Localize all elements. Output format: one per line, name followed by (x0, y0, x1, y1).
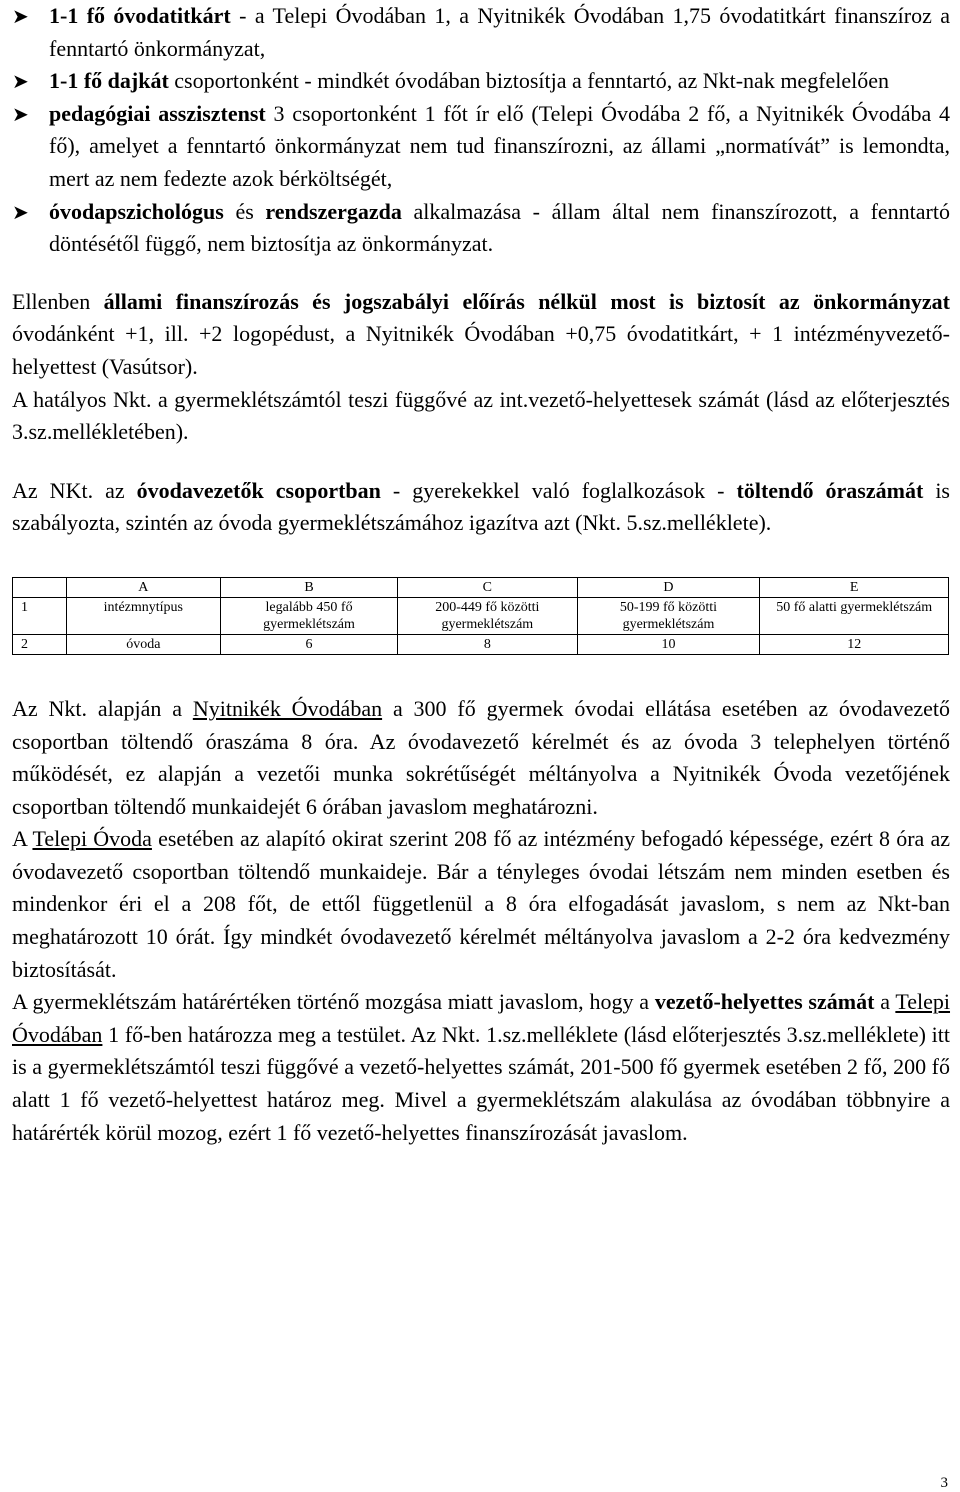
table-row (13, 597, 949, 634)
arrow-bullet-icon: ➤ (12, 4, 29, 28)
list-item (0, 98, 950, 196)
paragraph-alapjan (12, 693, 950, 823)
bullet-text: csoportonként - mindkét óvodában biztosítja a fenntartó, az Nkt-nak megfelelően (168, 68, 890, 94)
list-item (0, 65, 950, 98)
table-cell: 6 (220, 634, 397, 654)
table-cell: legalább 450 fő gyermeklétszám (220, 597, 397, 634)
paragraph-nkt (12, 475, 950, 540)
paragraph-text: Ellenben (12, 288, 104, 314)
paragraph-bold: vezető-helyettes számát (654, 989, 875, 1015)
paragraph-underlined: Telepi Óvodában (12, 989, 951, 1047)
paragraph-bold: óvodavezetők csoportban (136, 477, 381, 503)
table-cell: 10 (577, 634, 760, 654)
bullet-text: és (223, 198, 266, 224)
table-cell: 200-449 fő közötti gyermeklétszám (398, 597, 577, 634)
bullet-text: alkalmazása - állam által nem finanszírozott, a fenntartó döntésétől függő, nem biztosítja az önkormányzat. (49, 198, 950, 257)
list-item (0, 196, 950, 261)
paragraph-text: 1 fő-ben határozza meg a testület. Az Nkt. 1.sz.melléklete (lásd előterjesztés 3.sz.melléklete) itt is a gyermeklétszámtól teszi függővé a vezető-helyettes számát, 201-500 fő gyermek esetében 2 fő, 200 fő alatt 1 fő vezető-helyettest határoz meg. Mivel a gyermeklétszám alakulása az óvodában többnyire a határérték körül mozog, ezért 1 fő vezető-helyettes finanszírozását javaslom. (12, 1021, 950, 1145)
table-cell: D (577, 577, 760, 597)
paragraph-text: is szabályozta, szintén az óvoda gyermeklétszámához igazítva azt (Nkt. 5.sz.melléklete). (12, 477, 950, 536)
bullet-bold: 1-1 fő dajkát (49, 68, 169, 94)
page-number: 3 (940, 1475, 948, 1491)
table-cell: 1 (13, 597, 67, 634)
paragraph-text: A gyermeklétszám határértéken történő mozgása miatt javaslom, hogy a (12, 989, 655, 1015)
paragraph-ellenben (12, 286, 950, 384)
paragraph-text: a 300 fő gyermek óvodai ellátása esetében az óvodavezető csoportban töltendő óraszáma 8 óra. Az óvodavezető kérelmét és az óvoda 3 telephelyen történő működését, ez alapján a vezetői munka sokrétűségét méltányolva a Nyitnikék Óvoda vezetőjének csoportban töltendő munkaidejét 6 órában javaslom meghatározni. (12, 695, 951, 819)
bullet-bold: 1-1 fő óvodatitkárt (49, 3, 231, 28)
bullet-list (0, 0, 950, 261)
paragraph-hatalyos: A hatályos Nkt. a gyermeklétszámtól teszi függővé az int.vezető-helyettesek számát (lásd az előterjesztés 3.sz.mellékletében). (12, 386, 950, 445)
table-cell: B (220, 577, 397, 597)
paragraph-text: A (12, 826, 33, 852)
arrow-bullet-icon: ➤ (12, 69, 29, 94)
table-row (13, 634, 949, 654)
paragraph-underlined: Nyitnikék Óvodában (192, 695, 383, 721)
table-cell: A (66, 577, 220, 597)
paragraph-underlined: Telepi Óvoda (32, 826, 152, 852)
paragraph-bold: töltendő óraszámát (736, 477, 924, 503)
nkt-table (12, 577, 949, 655)
table-cell: intézmnytípus (66, 597, 220, 634)
table-cell: 50-199 fő közötti gyermeklétszám (577, 597, 760, 634)
table-cell: C (398, 577, 577, 597)
table-header-row (13, 577, 949, 597)
paragraph-bold: állami finanszírozás és jogszabályi előírás nélkül most is biztosít az önkormányzat (103, 288, 950, 314)
list-item (0, 0, 950, 65)
table-cell: 8 (398, 634, 577, 654)
document-page (12, 0, 950, 1149)
paragraph-telepi (12, 823, 950, 986)
arrow-bullet-icon: ➤ (12, 199, 29, 224)
bullet-bold: rendszergazda (265, 198, 402, 224)
bullet-text: - a Telepi Óvodában 1, a Nyitnikék Óvodában 1,75 óvodatitkárt finanszíroz a fenntartó önkormányzat, (49, 3, 950, 61)
bullet-bold: pedagógiai asszisztenst (49, 100, 266, 126)
table-cell: 2 (13, 634, 67, 654)
paragraph-text: - gyerekekkel való foglalkozások - (380, 477, 737, 503)
paragraph-text: a (874, 989, 896, 1015)
paragraph-text: esetében az alapító okirat szerint 208 fő az intézmény befogadó képessége, ezért 8 óra az óvodavezető csoportban töltendő munkaideje. Bár a tényleges óvodai létszám nem minden esetben és mindenkor éri el a 208 főt, de ettől függetlenül a 8 óra elfogadását javaslom, s nem az Nkt-ban meghatározott 10 órát. Így mindkét óvodavezető kérelmét méltányolva javaslom a 2-2 óra kedvezmény biztosítását. (12, 826, 950, 982)
paragraph-mozgas (12, 986, 950, 1149)
arrow-bullet-icon: ➤ (12, 101, 29, 126)
table-cell: 50 fő alatti gyermeklétszám (760, 597, 949, 634)
table-cell: E (760, 577, 949, 597)
paragraph-text: Az NKt. az (12, 477, 137, 503)
paragraph-text: Az Nkt. alapján a (12, 695, 193, 721)
bullet-bold: óvodapszichológus (49, 198, 224, 224)
table-cell: óvoda (66, 634, 220, 654)
table-cell: 12 (760, 634, 949, 654)
table-cell (13, 577, 67, 597)
paragraph-text: óvodánként +1, ill. +2 logopédust, a Nyitnikék Óvodában +0,75 óvodatitkárt, + 1 intézményvezető-helyettest (Vasútsor). (12, 321, 950, 379)
bullet-text: 3 csoportonként 1 főt ír elő (Telepi Óvodába 2 fő, a Nyitnikék Óvodába 4 fő), amelyet a fenntartó önkormányzat nem tud finanszírozni, az állami „normatívát” is lemondta, mert az nem fedezte azok bérköltségét, (49, 100, 950, 191)
